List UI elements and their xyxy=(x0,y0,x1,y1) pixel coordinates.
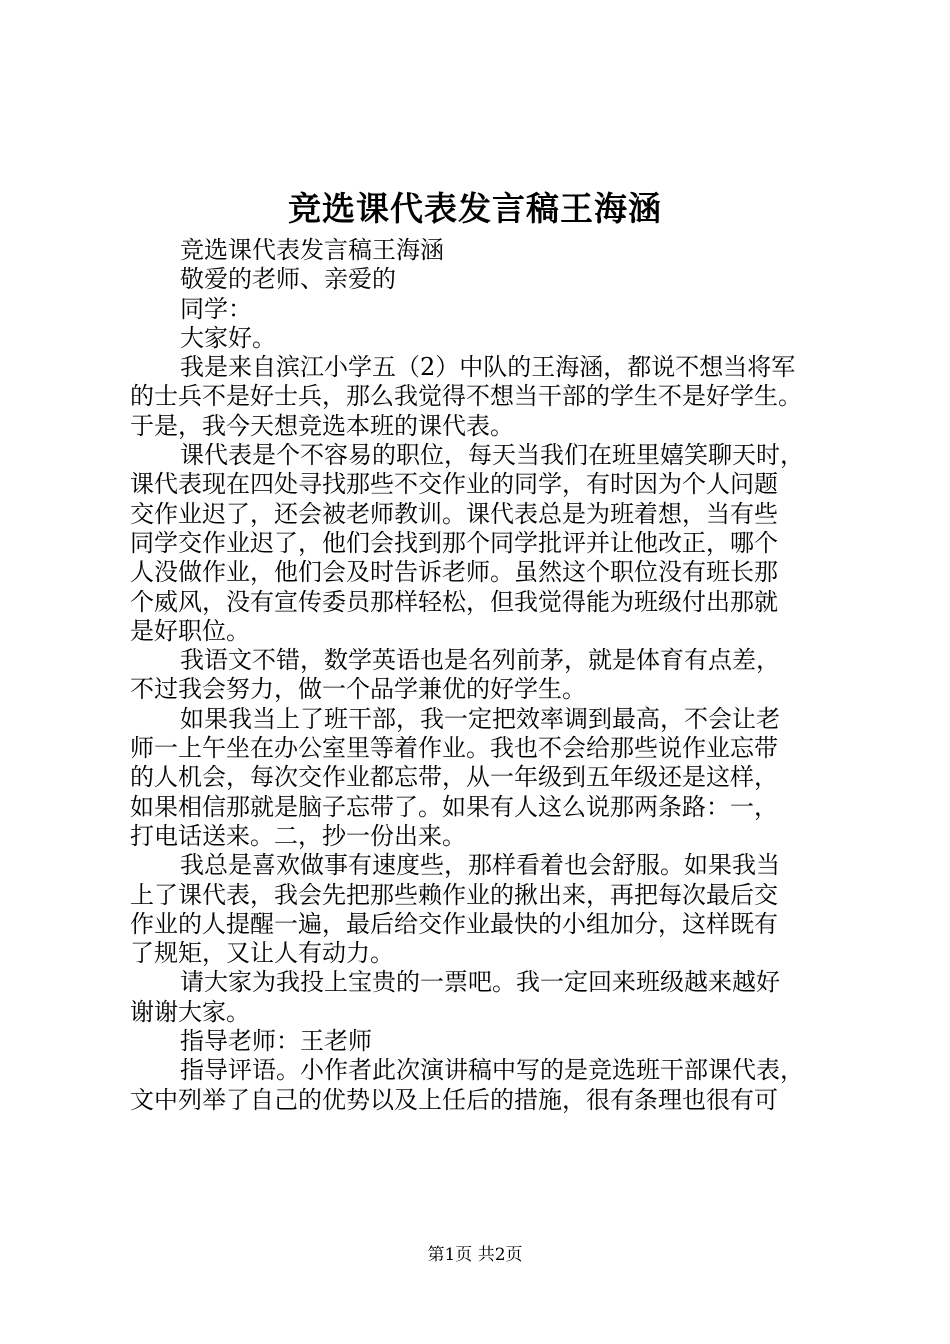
page-footer: 第1页 共2页 xyxy=(427,1245,523,1265)
text-line: 课代表现在四处寻找那些不交作业的同学，有时因为个人问题 xyxy=(130,470,778,499)
text-line: 于是，我今天想竞选本班的课代表。 xyxy=(130,411,514,440)
text-line: 是好职位。 xyxy=(130,616,250,645)
text-line: 指导评语。小作者此次演讲稿中写的是竞选班干部课代表， xyxy=(180,1056,804,1085)
text-line: 谢谢大家。 xyxy=(130,997,250,1026)
text-line: 同学： xyxy=(180,294,252,323)
text-line: 请大家为我投上宝贵的一票吧。我一定回来班级越来越好 xyxy=(180,968,780,997)
document-title: 竞选课代表发言稿王海涵 xyxy=(288,189,662,228)
text-line: 同学交作业迟了，他们会找到那个同学批评并让他改正，哪个 xyxy=(130,528,778,557)
text-line: 敬爱的老师、亲爱的 xyxy=(180,265,396,294)
text-line: 人没做作业，他们会及时告诉老师。虽然这个职位没有班长那 xyxy=(130,558,778,587)
text-line: 的人机会，每次交作业都忘带，从一年级到五年级还是这样， xyxy=(130,763,778,792)
text-line: 竞选课代表发言稿王海涵 xyxy=(180,236,444,264)
text-line: 上了课代表，我会先把那些赖作业的揪出来，再把每次最后交 xyxy=(130,880,778,909)
text-line: 如果相信那就是脑子忘带了。如果有人这么说那两条路：一， xyxy=(130,792,778,821)
text-line: 我总是喜欢做事有速度些，那样看着也会舒服。如果我当 xyxy=(180,851,780,880)
text-line: 我语文不错，数学英语也是名列前茅，就是体育有点差， xyxy=(180,646,780,675)
text-line: 交作业迟了，还会被老师教训。课代表总是为班着想，当有些 xyxy=(130,499,778,528)
text-line: 我是来自滨江小学五（2）中队的王海涵，都说不想当将军 xyxy=(180,353,796,382)
text-line: 了规矩，又让人有动力。 xyxy=(130,939,394,968)
text-line: 如果我当上了班干部，我一定把效率调到最高，不会让老 xyxy=(180,704,780,733)
text-line: 打电话送来。二，抄一份出来。 xyxy=(130,821,466,850)
document-body xyxy=(130,236,850,1115)
text-line: 的士兵不是好士兵，那么我觉得不想当干部的学生不是好学生。 xyxy=(130,382,802,411)
text-line: 课代表是个不容易的职位，每天当我们在班里嬉笑聊天时， xyxy=(180,441,804,470)
text-line: 个威风，没有宣传委员那样轻松，但我觉得能为班级付出那就 xyxy=(130,587,778,616)
text-line: 师一上午坐在办公室里等着作业。我也不会给那些说作业忘带 xyxy=(130,734,778,763)
text-line: 不过我会努力，做一个品学兼优的好学生。 xyxy=(130,675,586,704)
text-line: 文中列举了自己的优势以及上任后的措施，很有条理也很有可 xyxy=(130,1085,778,1114)
text-line: 作业的人提醒一遍，最后给交作业最快的小组加分，这样既有 xyxy=(130,909,778,938)
text-line: 大家好。 xyxy=(180,323,276,352)
text-line: 指导老师：王老师 xyxy=(180,1027,372,1056)
